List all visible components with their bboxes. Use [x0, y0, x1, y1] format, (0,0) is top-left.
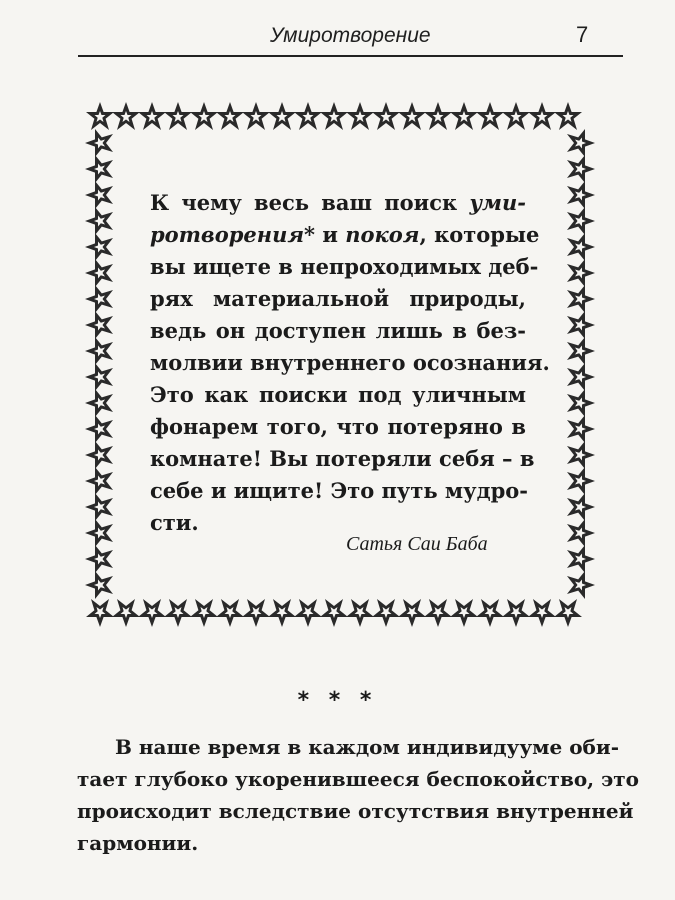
border-star-icon	[85, 259, 113, 287]
paragraph-line: гармонии.	[77, 831, 199, 855]
border-star-icon	[268, 102, 296, 130]
running-header-title: Умиротворение	[270, 24, 431, 47]
border-star-icon	[138, 102, 166, 130]
border-star-icon	[502, 599, 530, 627]
border-star-icon	[85, 129, 113, 157]
border-star-icon	[190, 599, 218, 627]
border-star-icon	[242, 102, 270, 130]
paragraph-line: происходит вследствие отсутствия внутренней	[77, 799, 634, 823]
border-star-icon	[85, 337, 113, 365]
border-star-icon	[112, 599, 140, 627]
border-star-icon	[567, 571, 595, 599]
quote-line: комнате! Вы потеряли себя – в	[150, 446, 535, 471]
border-star-icon	[502, 102, 530, 130]
border-star-icon	[85, 311, 113, 339]
border-star-icon	[372, 102, 400, 130]
paragraph-line: В наше время в каждом индивидууме оби-	[115, 735, 620, 759]
border-star-icon	[85, 467, 113, 495]
border-star-icon	[450, 102, 478, 130]
border-star-icon	[567, 493, 595, 521]
quote-line: сти.	[150, 510, 199, 535]
border-star-icon	[567, 415, 595, 443]
quote-line: ведь он доступен лишь в без-	[150, 318, 526, 343]
border-star-icon	[85, 545, 113, 573]
epigraph-quote	[150, 187, 550, 539]
border-star-icon	[567, 337, 595, 365]
border-star-icon	[424, 102, 452, 130]
border-star-icon	[567, 311, 595, 339]
border-star-icon	[567, 285, 595, 313]
border-star-icon	[85, 233, 113, 261]
quote-line: Это как поиски под уличным	[150, 382, 526, 407]
page-number: 7	[576, 22, 589, 47]
border-star-icon	[164, 599, 192, 627]
border-star-icon	[398, 102, 426, 130]
border-star-icon	[86, 599, 114, 627]
quote-line: себе и ищите! Это путь мудро-	[150, 478, 528, 503]
quote-line: молвии внутреннего осознания.	[150, 350, 550, 375]
border-star-icon	[85, 441, 113, 469]
border-star-icon	[294, 599, 322, 627]
border-star-icon	[554, 102, 582, 130]
quote-line: К чему весь ваш поиск уми-	[150, 190, 526, 215]
border-star-icon	[372, 599, 400, 627]
border-star-icon	[85, 155, 113, 183]
border-star-icon	[190, 102, 218, 130]
paragraph-line: тает глубоко укоренившееся беспокойствo, это	[77, 767, 640, 791]
border-star-icon	[346, 102, 374, 130]
border-star-icon	[567, 155, 595, 183]
border-star-icon	[398, 599, 426, 627]
border-star-icon	[346, 599, 374, 627]
border-star-icon	[216, 599, 244, 627]
body-paragraph	[77, 731, 640, 859]
border-star-icon	[567, 389, 595, 417]
border-star-icon	[164, 102, 192, 130]
border-star-icon	[85, 207, 113, 235]
border-star-icon	[85, 285, 113, 313]
quote-line: ротворения* и покоя, которые	[150, 222, 540, 247]
border-star-icon	[528, 599, 556, 627]
border-star-icon	[320, 599, 348, 627]
quote-line: рях материальной природы,	[150, 286, 526, 311]
quote-line: вы ищете в непроходимых деб-	[150, 254, 539, 279]
border-star-icon	[567, 441, 595, 469]
border-star-icon	[85, 571, 113, 599]
border-star-icon	[138, 599, 166, 627]
border-star-icon	[216, 102, 244, 130]
border-star-icon	[424, 599, 452, 627]
border-star-icon	[320, 102, 348, 130]
border-star-icon	[567, 545, 595, 573]
border-star-icon	[112, 102, 140, 130]
border-star-icon	[567, 467, 595, 495]
border-star-icon	[85, 389, 113, 417]
border-star-icon	[86, 102, 114, 130]
section-divider: * * *	[297, 688, 378, 713]
border-star-icon	[567, 519, 595, 547]
border-star-icon	[242, 599, 270, 627]
border-star-icon	[85, 181, 113, 209]
border-star-icon	[450, 599, 478, 627]
border-star-icon	[567, 181, 595, 209]
border-star-icon	[476, 102, 504, 130]
border-star-icon	[528, 102, 556, 130]
border-star-icon	[294, 102, 322, 130]
border-star-icon	[268, 599, 296, 627]
border-star-icon	[476, 599, 504, 627]
border-star-icon	[567, 363, 595, 391]
border-star-icon	[567, 129, 595, 157]
border-star-icon	[567, 259, 595, 287]
border-star-icon	[85, 363, 113, 391]
border-star-icon	[554, 599, 582, 627]
border-star-icon	[567, 233, 595, 261]
border-star-icon	[85, 493, 113, 521]
border-star-icon	[567, 207, 595, 235]
quote-attribution: Сатья Саи Баба	[346, 533, 488, 555]
border-star-icon	[85, 415, 113, 443]
quote-line: фонарем того, что потеряно в	[150, 414, 526, 439]
border-star-icon	[85, 519, 113, 547]
